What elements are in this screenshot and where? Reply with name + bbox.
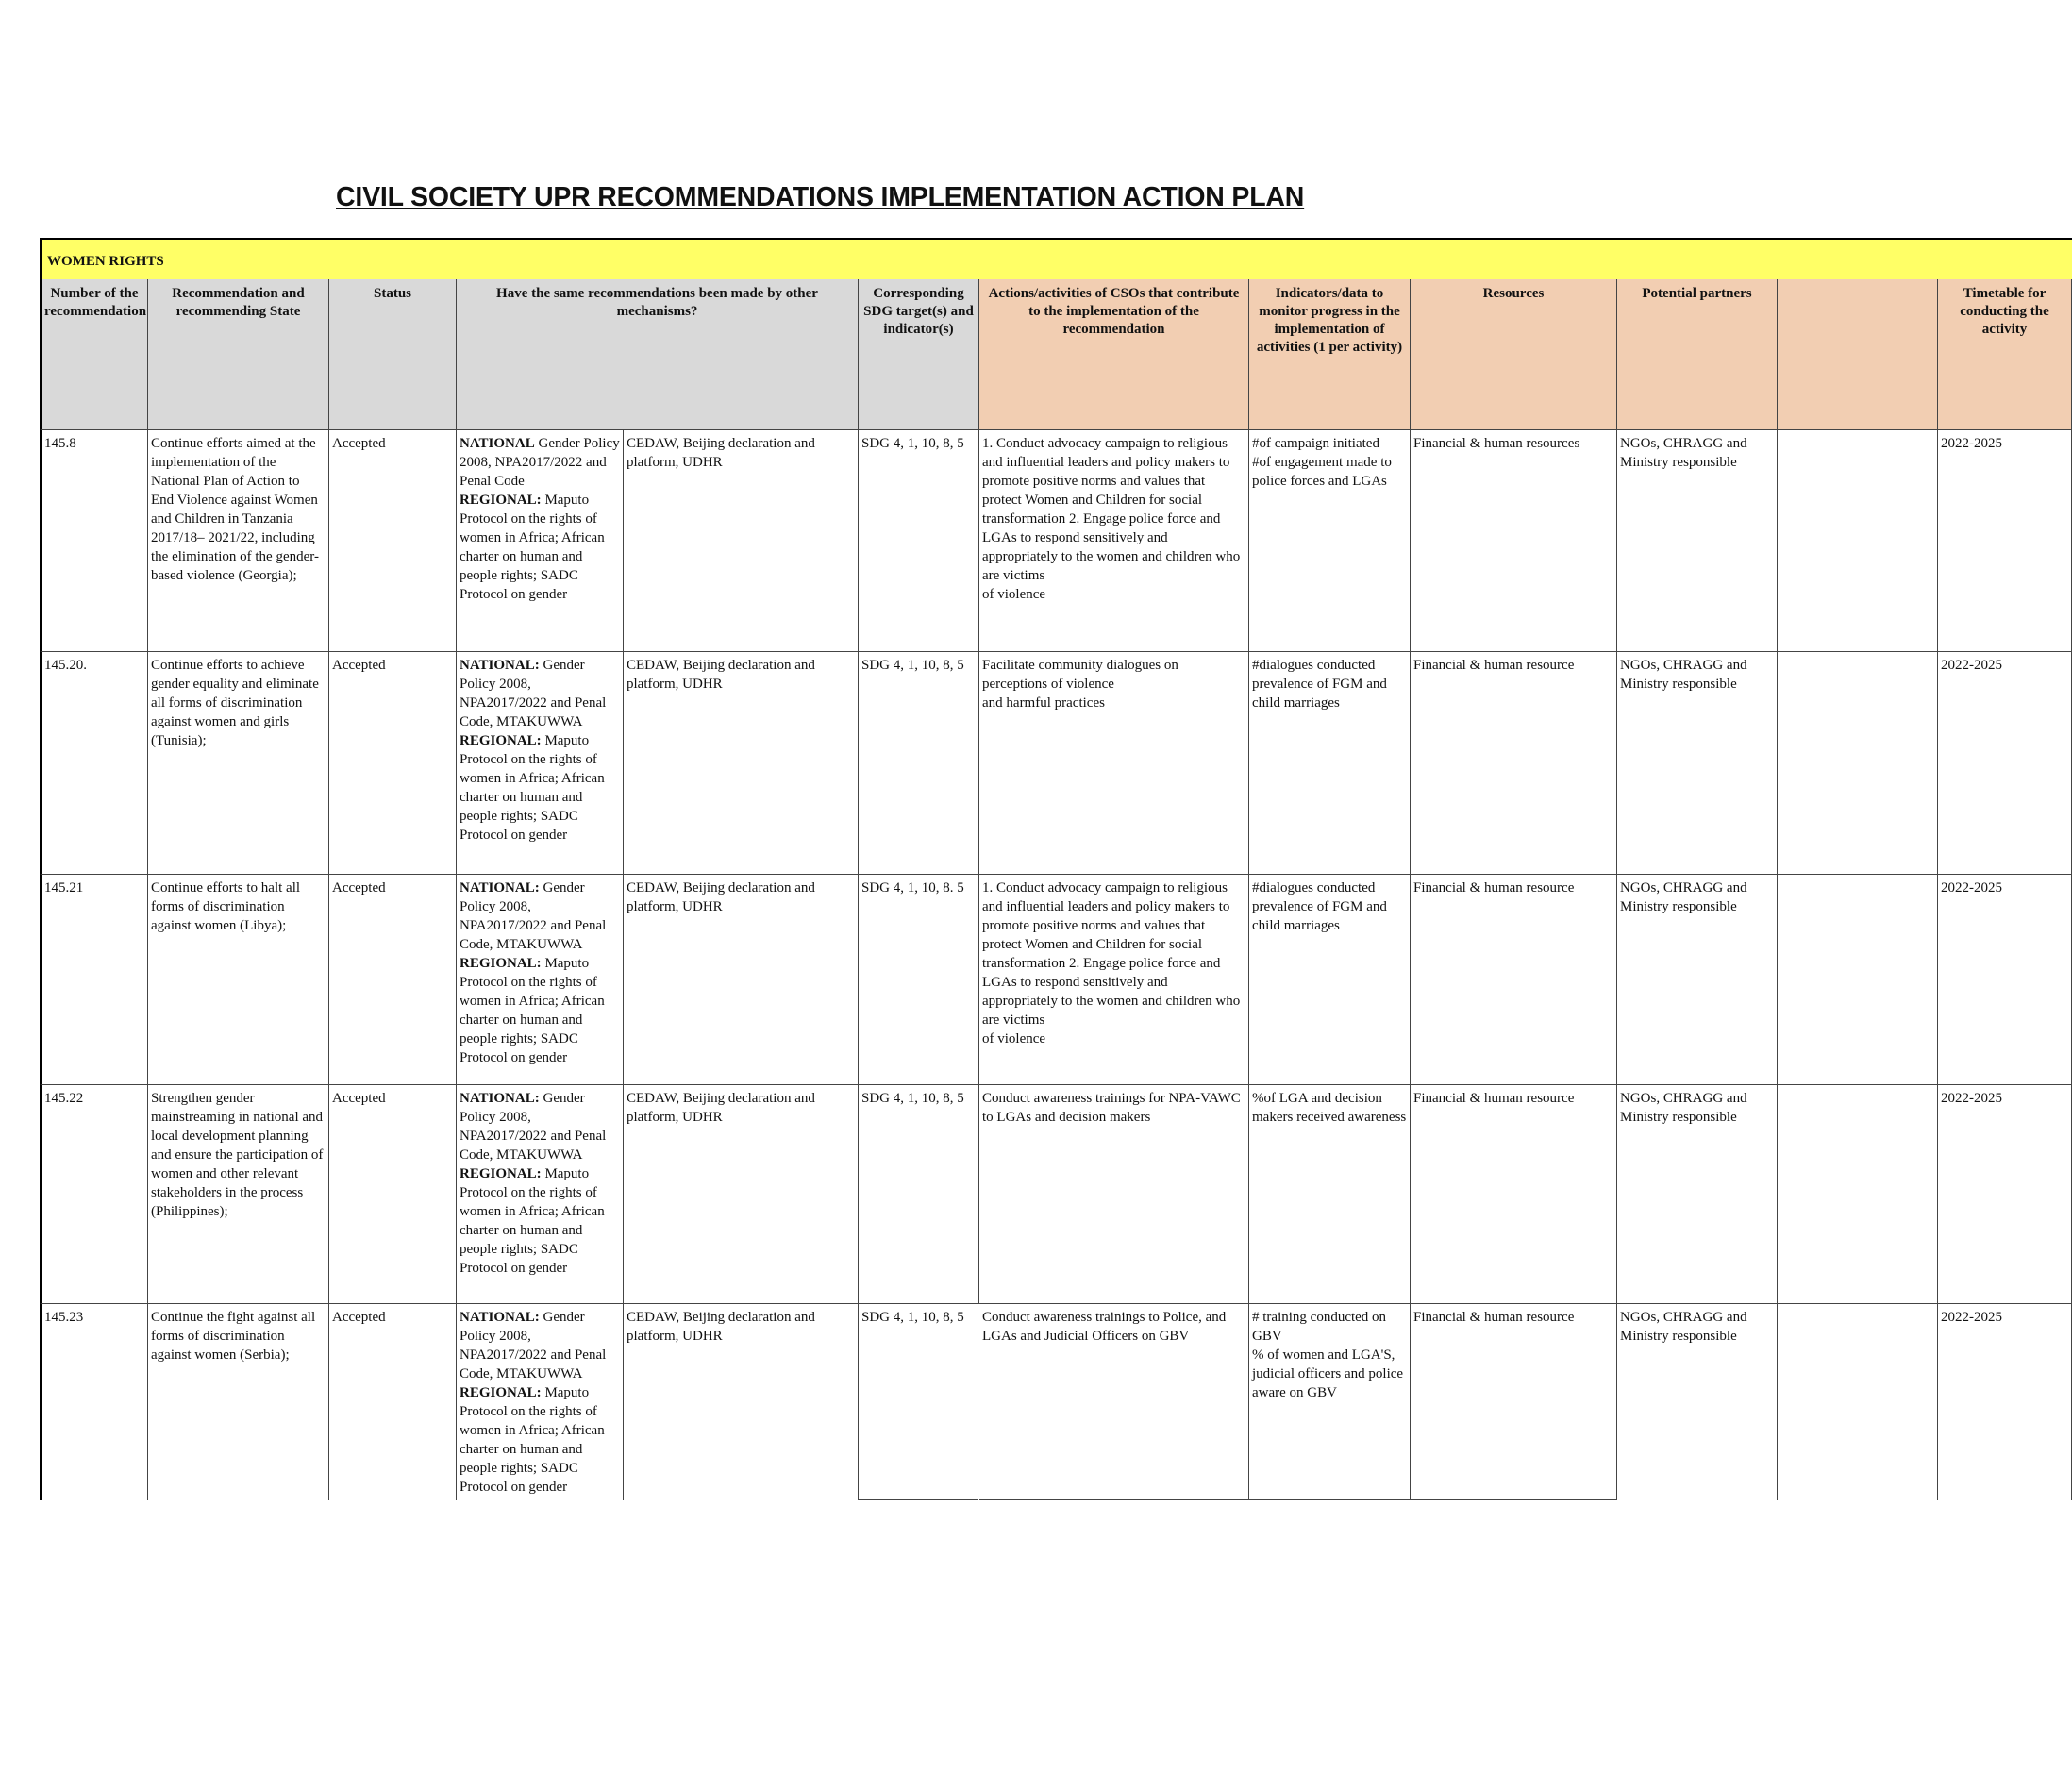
row-4-number: 145.22 xyxy=(40,1085,148,1304)
row-2-resources: Financial & human resource xyxy=(1411,652,1617,875)
row-3-resources: Financial & human resource xyxy=(1411,875,1617,1085)
header-status: Status xyxy=(329,279,457,430)
row-3-sdg: SDG 4, 1, 10, 8. 5 xyxy=(859,875,979,1085)
row-2-actions: Facilitate community dialogues on perceptions of violence and harmful practices xyxy=(979,652,1249,875)
row-3-status: Accepted xyxy=(329,875,457,1085)
row-1-resources: Financial & human resources xyxy=(1411,430,1617,652)
row-4-blank xyxy=(1778,1085,1938,1304)
row-3-international: CEDAW, Beijing declaration and platform, UDHR xyxy=(624,875,859,1085)
row-5-actions: Conduct awareness trainings to Police, and LGAs and Judicial Officers on GBV xyxy=(979,1304,1249,1500)
row-1-number: 145.8 xyxy=(40,430,148,652)
row-3-recommendation: Continue efforts to halt all forms of discrimination against women (Libya); xyxy=(148,875,329,1085)
row-3-national-regional: NATIONAL: Gender Policy 2008, NPA2017/2022 and Penal Code, MTAKUWWA REGIONAL: Maputo Protocol on the rights of women in Africa; African charter on human and people rights; SADC Protocol on gender xyxy=(457,875,624,1085)
row-4-international: CEDAW, Beijing declaration and platform, UDHR xyxy=(624,1085,859,1304)
row-1-partners: NGOs, CHRAGG and Ministry responsible xyxy=(1617,430,1778,652)
row-2-indicators: #dialogues conducted prevalence of FGM and child marriages xyxy=(1249,652,1411,875)
row-4-sdg: SDG 4, 1, 10, 8, 5 xyxy=(859,1085,979,1304)
header-resources: Resources xyxy=(1411,279,1617,430)
row-1-indicators: #of campaign initiated #of engagement made to police forces and LGAs xyxy=(1249,430,1411,652)
row-5-blank xyxy=(1778,1304,1938,1500)
row-5-resources: Financial & human resource xyxy=(1411,1304,1617,1500)
header-recommendation: Recommendation and recommending State xyxy=(148,279,329,430)
header-partners: Potential partners xyxy=(1617,279,1778,430)
row-5-national-regional: NATIONAL: Gender Policy 2008, NPA2017/2022 and Penal Code, MTAKUWWA REGIONAL: Maputo Protocol on the rights of women in Africa; African charter on human and people rights; SADC Protocol on gender xyxy=(457,1304,624,1500)
row-2-number: 145.20. xyxy=(40,652,148,875)
row-2-national-regional: NATIONAL: Gender Policy 2008, NPA2017/2022 and Penal Code, MTAKUWWA REGIONAL: Maputo Protocol on the rights of women in Africa; African charter on human and people rights; SADC Protocol on gender xyxy=(457,652,624,875)
row-4-actions: Conduct awareness trainings for NPA-VAWC to LGAs and decision makers xyxy=(979,1085,1249,1304)
row-2-blank xyxy=(1778,652,1938,875)
row-1-sdg: SDG 4, 1, 10, 8, 5 xyxy=(859,430,979,652)
header-timetable: Timetable for conducting the activity xyxy=(1938,279,2072,430)
row-4-status: Accepted xyxy=(329,1085,457,1304)
header-blank xyxy=(1778,279,1938,430)
row-4-indicators: %of LGA and decision makers received awareness xyxy=(1249,1085,1411,1304)
row-1-actions: 1. Conduct advocacy campaign to religious and influential leaders and policy makers to promote positive norms and values that protect Women and Children for social transformation 2. Engage police force and LGAs to respond sensitively and appropriately to the women and children who are victims of violence xyxy=(979,430,1249,652)
row-3-blank xyxy=(1778,875,1938,1085)
section-title: WOMEN RIGHTS xyxy=(47,254,164,269)
row-5-sdg: SDG 4, 1, 10, 8, 5 xyxy=(858,1304,978,1500)
row-5-status: Accepted xyxy=(329,1304,457,1500)
row-1-blank xyxy=(1778,430,1938,652)
header-indicators: Indicators/data to monitor progress in the implementation of activities (1 per activity) xyxy=(1249,279,1411,430)
header-sdg: Corresponding SDG target(s) and indicator(s) xyxy=(859,279,979,430)
row-2-sdg: SDG 4, 1, 10, 8, 5 xyxy=(859,652,979,875)
header-number: Number of the recommendation xyxy=(40,279,148,430)
row-1-national-regional: NATIONAL Gender Policy 2008, NPA2017/2022 and Penal Code REGIONAL: Maputo Protocol on the rights of women in Africa; African charter on human and people rights; SADC Protocol on gender xyxy=(457,430,624,652)
row-2-timetable: 2022-2025 xyxy=(1938,652,2072,875)
row-5-recommendation: Continue the fight against all forms of discrimination against women (Serbia); xyxy=(148,1304,329,1500)
section-header-women-rights xyxy=(40,238,2072,279)
row-3-partners: NGOs, CHRAGG and Ministry responsible xyxy=(1617,875,1778,1085)
row-2-partners: NGOs, CHRAGG and Ministry responsible xyxy=(1617,652,1778,875)
row-4-timetable: 2022-2025 xyxy=(1938,1085,2072,1304)
row-4-national-regional: NATIONAL: Gender Policy 2008, NPA2017/2022 and Penal Code, MTAKUWWA REGIONAL: Maputo Protocol on the rights of women in Africa; African charter on human and people rights; SADC Protocol on gender xyxy=(457,1085,624,1304)
header-actions: Actions/activities of CSOs that contribute to the implementation of the recommendation xyxy=(979,279,1249,430)
row-3-number: 145.21 xyxy=(40,875,148,1085)
row-4-recommendation: Strengthen gender mainstreaming in national and local development planning and ensure the participation of women and other relevant stakeholders in the process (Philippines); xyxy=(148,1085,329,1304)
row-1-timetable: 2022-2025 xyxy=(1938,430,2072,652)
row-2-recommendation: Continue efforts to achieve gender equality and eliminate all forms of discrimination against women and girls (Tunisia); xyxy=(148,652,329,875)
row-3-actions: 1. Conduct advocacy campaign to religious and influential leaders and policy makers to promote positive norms and values that protect Women and Children for social transformation 2. Engage police force and LGAs to respond sensitively and appropriately to the women and children who are victims of violence xyxy=(979,875,1249,1085)
row-1-international: CEDAW, Beijing declaration and platform, UDHR xyxy=(624,430,859,652)
row-5-indicators: # training conducted on GBV % of women and LGA'S, judicial officers and police aware on GBV xyxy=(1249,1304,1411,1500)
page-title: CIVIL SOCIETY UPR RECOMMENDATIONS IMPLEMENTATION ACTION PLAN xyxy=(336,182,1305,212)
row-3-timetable: 2022-2025 xyxy=(1938,875,2072,1085)
row-1-status: Accepted xyxy=(329,430,457,652)
row-5-international: CEDAW, Beijing declaration and platform, UDHR xyxy=(624,1304,859,1500)
row-5-partners: NGOs, CHRAGG and Ministry responsible xyxy=(1617,1304,1778,1500)
row-4-resources: Financial & human resource xyxy=(1411,1085,1617,1304)
row-5-number: 145.23 xyxy=(40,1304,148,1500)
row-5-timetable: 2022-2025 xyxy=(1938,1304,2072,1500)
row-2-status: Accepted xyxy=(329,652,457,875)
header-other-mechanisms: Have the same recommendations been made by other mechanisms? xyxy=(457,279,859,430)
row-1-recommendation: Continue efforts aimed at the implementation of the National Plan of Action to End Violence against Women and Children in Tanzania 2017/18– 2021/22, including the elimination of the gender-based violence (Georgia); xyxy=(148,430,329,652)
row-3-indicators: #dialogues conducted prevalence of FGM and child marriages xyxy=(1249,875,1411,1085)
row-4-partners: NGOs, CHRAGG and Ministry responsible xyxy=(1617,1085,1778,1304)
row-2-international: CEDAW, Beijing declaration and platform, UDHR xyxy=(624,652,859,875)
